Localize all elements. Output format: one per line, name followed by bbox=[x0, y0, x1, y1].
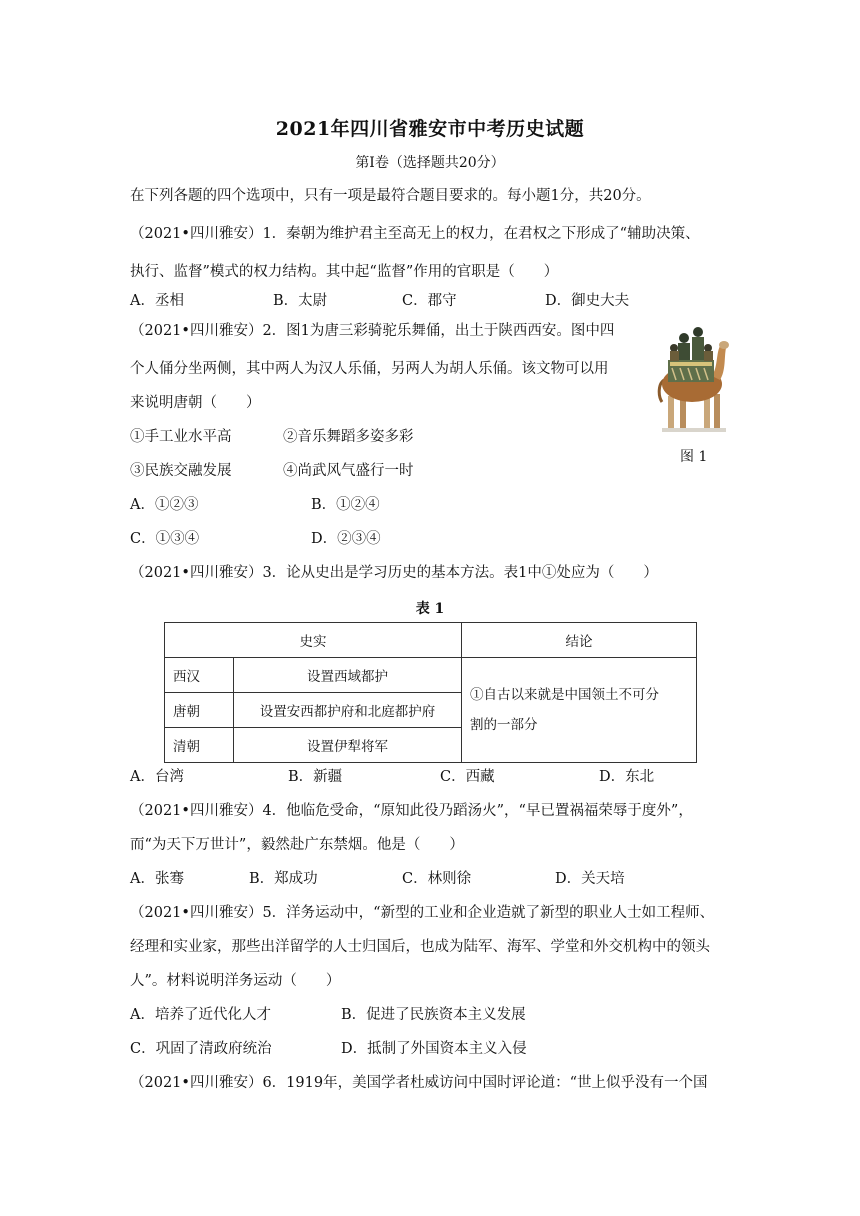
row-fact: 设置西域都护 bbox=[234, 658, 462, 693]
conclusion-line-2: 割的一部分 bbox=[470, 717, 538, 733]
q3-option-a: A．台湾 bbox=[130, 769, 184, 785]
q5-option-a: A．培养了近代化人才 bbox=[130, 1007, 271, 1023]
q1-line-2: 执行、监督”模式的权力结构。其中起“监督”作用的官职是（ ） bbox=[130, 264, 559, 280]
q2-option-a: A．①②③ bbox=[130, 497, 199, 513]
q1-option-d: D．御史大夫 bbox=[545, 293, 630, 309]
row-dynasty: 清朝 bbox=[165, 728, 234, 763]
history-table bbox=[164, 622, 697, 763]
table-header-row bbox=[165, 623, 697, 658]
row-dynasty: 唐朝 bbox=[165, 693, 234, 728]
camel-figurine-image bbox=[650, 318, 730, 436]
q4-option-b: B．郑成功 bbox=[249, 871, 318, 887]
q4-option-a: A．张骞 bbox=[130, 871, 184, 887]
q2-statement-4: ④尚武风气盛行一时 bbox=[283, 463, 414, 479]
table-row bbox=[165, 658, 697, 693]
q5-line-1: （2021•四川雅安）5．洋务运动中，“新型的工业和企业造就了新型的职业人士如工程师、 bbox=[130, 905, 715, 921]
q2-option-c: C．①③④ bbox=[130, 531, 200, 547]
table-conclusion bbox=[462, 658, 697, 763]
q4-line-1: （2021•四川雅安）4．他临危受命，“原知此役乃蹈汤火”，“早已置祸福荣辱于度外”， bbox=[130, 803, 693, 819]
q4-option-c: C．林则徐 bbox=[402, 871, 472, 887]
q2-line-1: （2021•四川雅安）2．图1为唐三彩骑驼乐舞俑，出土于陕西西安。图中四 bbox=[130, 323, 615, 339]
q5-line-3: 人”。材料说明洋务运动（ ） bbox=[130, 973, 341, 989]
q1-option-a: A．丞相 bbox=[130, 293, 184, 309]
q3-option-c: C．西藏 bbox=[440, 769, 495, 785]
q5-option-b: B．促进了民族资本主义发展 bbox=[341, 1007, 526, 1023]
q2-statement-3: ③民族交融发展 bbox=[130, 463, 232, 479]
section-subtitle: 第Ⅰ卷（选择题共20分） bbox=[355, 155, 505, 171]
q3-option-b: B．新疆 bbox=[288, 769, 343, 785]
q2-line-2: 个人俑分坐两侧，其中两人为汉人乐俑，另两人为胡人乐俑。该文物可以用 bbox=[130, 361, 609, 377]
q5-option-d: D．抵制了外国资本主义入侵 bbox=[341, 1041, 527, 1057]
header-facts: 史实 bbox=[165, 623, 462, 658]
q5-line-2: 经理和实业家，那些出洋留学的人士归国后，也成为陆军、海军、学堂和外交机构中的领头 bbox=[130, 939, 710, 955]
q1-option-c: C．郡守 bbox=[402, 293, 457, 309]
figure-caption: 图 1 bbox=[680, 449, 708, 465]
q3-option-d: D．东北 bbox=[599, 769, 655, 785]
row-fact: 设置伊犁将军 bbox=[234, 728, 462, 763]
instructions: 在下列各题的四个选项中，只有一项是最符合题目要求的。每小题1分，共20分。 bbox=[130, 188, 651, 204]
q2-statement-2: ②音乐舞蹈多姿多彩 bbox=[283, 429, 414, 445]
q3-line-1: （2021•四川雅安）3．论从史出是学习历史的基本方法。表1中①处应为（ ） bbox=[130, 565, 658, 581]
header-conclusion: 结论 bbox=[462, 623, 697, 658]
conclusion-line-1: ①自古以来就是中国领土不可分 bbox=[470, 687, 659, 703]
q2-option-b: B．①②④ bbox=[311, 497, 380, 513]
q4-line-2: 而“为天下万世计”，毅然赴广东禁烟。他是（ ） bbox=[130, 837, 464, 853]
q6-line-1: （2021•四川雅安）6．1919年，美国学者杜威访问中国时评论道：“世上似乎没有一个国 bbox=[130, 1075, 708, 1091]
row-fact: 设置安西都护府和北庭都护府 bbox=[234, 693, 462, 728]
q2-statement-1: ①手工业水平高 bbox=[130, 429, 232, 445]
q1-option-b: B．太尉 bbox=[273, 293, 328, 309]
q2-option-d: D．②③④ bbox=[311, 531, 381, 547]
row-dynasty: 西汉 bbox=[165, 658, 234, 693]
q2-line-3: 来说明唐朝（ ） bbox=[130, 395, 261, 411]
page-title: 2021年四川省雅安市中考历史试题 bbox=[275, 118, 585, 140]
q5-option-c: C．巩固了清政府统治 bbox=[130, 1041, 272, 1057]
q4-option-d: D．关天培 bbox=[555, 871, 625, 887]
q1-line-1: （2021•四川雅安）1．秦朝为维护君主至高无上的权力，在君权之下形成了“辅助决策、 bbox=[130, 226, 700, 242]
table-caption: 表 1 bbox=[415, 601, 445, 617]
